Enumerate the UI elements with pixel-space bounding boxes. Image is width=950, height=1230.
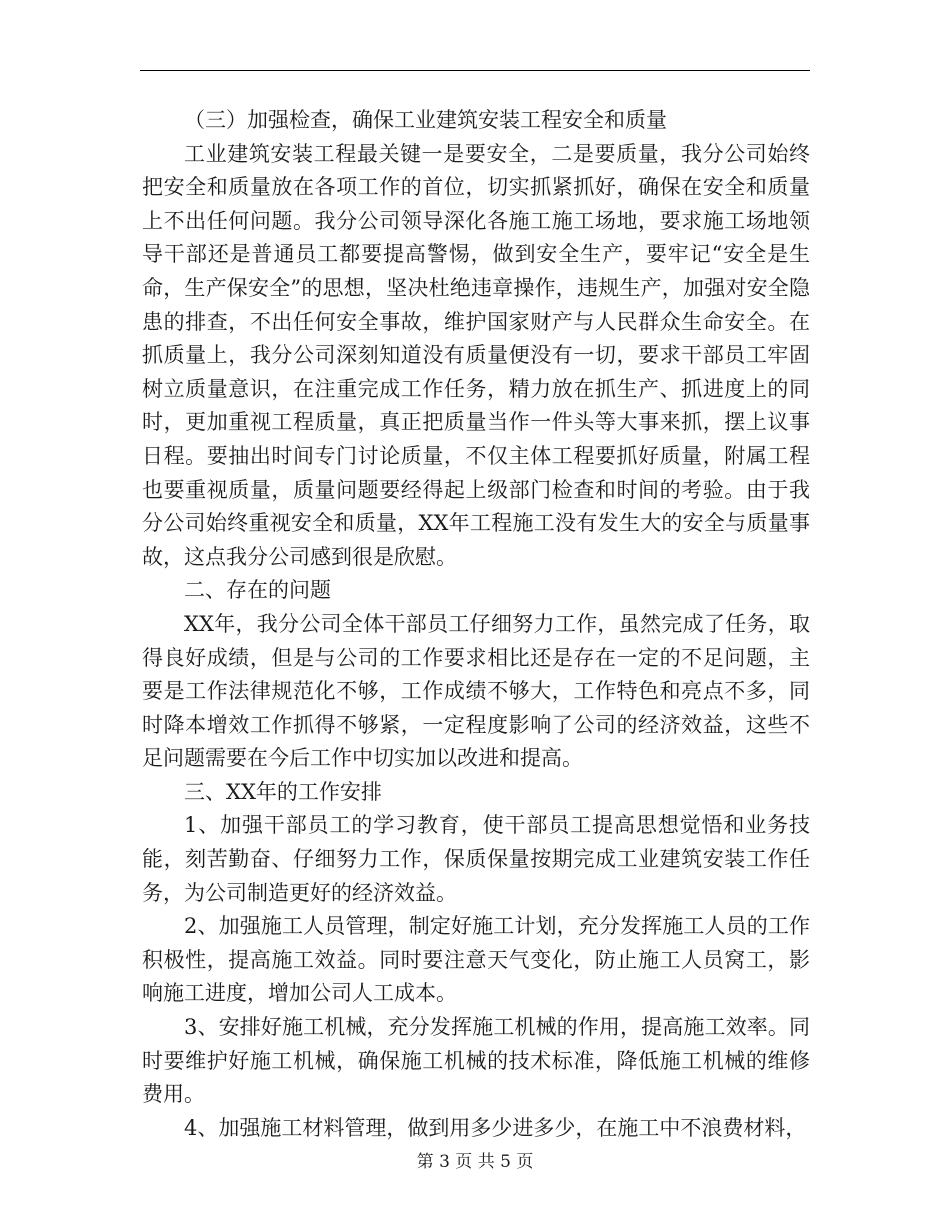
paragraph-safety-quality: 工业建筑安装工程最关键一是要安全，二是要质量，我分公司始终把安全和质量放在各项工作的首位，切实抓紧抓好，确保在安全和质量上不出任何问题。我分公司领导深化各施工施工场地，要求施工场地领导干部还是普通员工都要提高警惕，做到安全生产，要牢记“安全是生命，生产保安全”的思想，坚决杜绝违章操作，违规生产，加强对安全隐患的排查，不出任何安全事故，维护国家财产与人民群众生命安全。在抓质量上，我分公司深刻知道没有质量便没有一切，要求干部员工牢固树立质量意识，在注重完成工作任务，精力放在抓生产、抓进度上的同时，更加重视工程质量，真正把质量当作一件头等大事来抓，摆上议事日程。要抽出时间专门讨论质量，不仅主体工程要抓好质量，附属工程也要重视质量，质量问题要经得起上级部门检查和时间的考验。由于我分公司始终重视安全和质量，XX年工程施工没有发生大的安全与质量事故，这点我分公司感到很是欣慰。 — [142, 141, 810, 569]
paragraph-problems: XX年，我分公司全体干部员工仔细努力工作，虽然完成了任务，取得良好成绩，但是与公司的工作要求相比还是存在一定的不足问题，主要是工作法律规范化不够，工作成绩不够大，工作特色和亮点不多，同时降本增效工作抓得不够紧，一定程度影响了公司的经济效益，这些不足问题需要在今后工作中切实加以改进和提高。 — [142, 611, 810, 771]
plan-item-4: 4、加强施工材料管理，做到用多少进多少，在施工中不浪费材料， — [184, 1115, 807, 1140]
section-heading-problems: 二、存在的问题 — [184, 578, 331, 603]
plan-item-2: 2、加强施工人员管理，制定好施工计划，充分发挥施工人员的工作积极性，提高施工效益。同时要注意天气变化，防止施工人员窝工，影响施工进度，增加公司人工成本。 — [142, 914, 810, 1006]
section-heading-work-plan: 三、XX年的工作安排 — [184, 779, 382, 804]
page-number: 第 3 页 共 5 页 — [416, 1152, 534, 1172]
document-body — [142, 104, 810, 1145]
header-rule — [140, 70, 810, 71]
plan-item-3: 3、安排好施工机械，充分发挥施工机械的作用，提高施工效率。同时要维护好施工机械，确保施工机械的技术标准，降低施工机械的维修费用。 — [142, 1015, 810, 1107]
plan-item-1: 1、加强干部员工的学习教育，使干部员工提高思想觉悟和业务技能，刻苦勤奋、仔细努力工作，保质保量按期完成工业建筑安装工作任务，为公司制造更好的经济效益。 — [142, 813, 810, 905]
section-heading-inspection: （三）加强检查，确保工业建筑安装工程安全和质量 — [184, 108, 667, 132]
page-footer — [0, 1151, 950, 1173]
